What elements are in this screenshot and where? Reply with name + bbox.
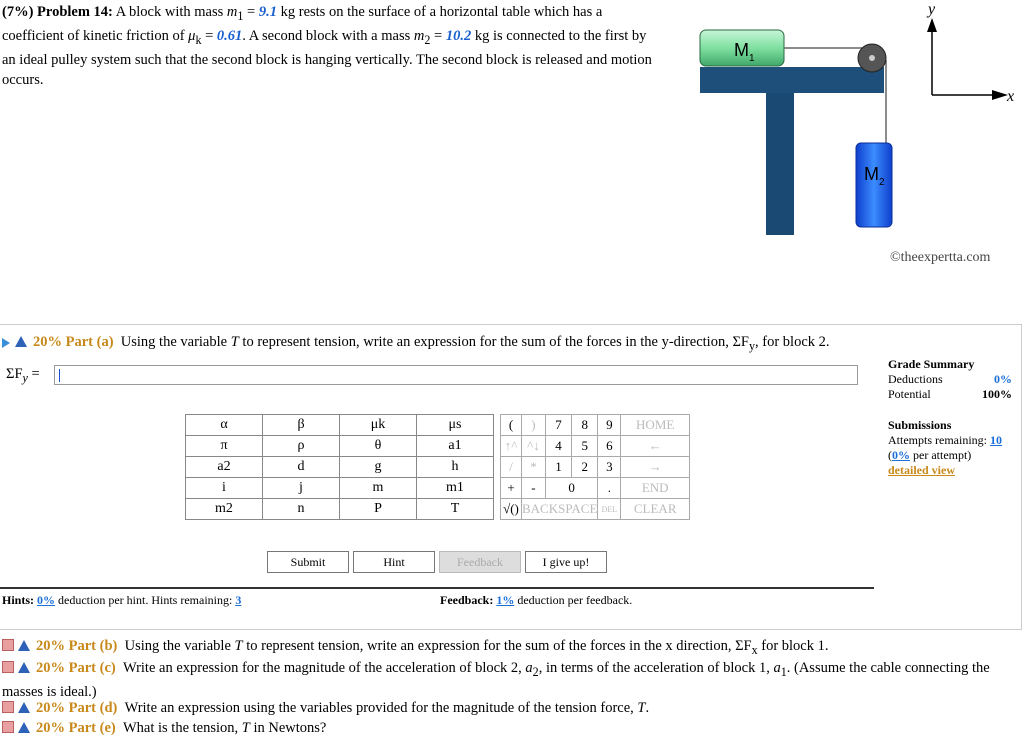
part-d-pct: 20% Part (d) [36,700,118,716]
locked-square-icon [2,701,14,713]
part-c-v1-sub: 2 [532,664,539,679]
part-c-pct: 20% Part (c) [36,660,116,676]
part-a-sub: y [748,338,756,353]
locked-square-icon [2,661,14,673]
problem-text-4: kg is connected to the first by an ideal pulley system such that the second block is hanging vertically. The second block is released and motion occurs. [2,27,652,88]
potential-value: 100% [982,387,1012,401]
part-b-row[interactable] [2,636,829,660]
key-3[interactable]: 3 [598,457,621,478]
equals-2: = [205,27,214,44]
feedback-text: deduction per feedback. [517,593,633,607]
warning-icon [18,662,30,673]
part-b-var: T [234,638,243,654]
key-i[interactable]: i [186,478,263,499]
key-end[interactable]: END [621,478,690,499]
feedback-info [440,593,632,608]
problem-statement [2,2,662,90]
key-a1[interactable]: a1 [417,436,494,457]
feedback-button[interactable]: Feedback [439,551,521,573]
attempts-value: 10 [989,433,1002,447]
answer-input[interactable] [54,365,858,385]
key-t[interactable]: T [417,499,494,520]
key-right-arrow[interactable]: → [621,457,690,478]
number-keypad [500,414,690,520]
hints-info [2,593,241,608]
warning-icon [18,722,30,733]
answer-label: $\Sigma F_y$ = [6,366,40,385]
feedback-pct: 1% [496,593,515,607]
warning-icon [18,640,30,651]
m2-symbol: m [413,27,425,44]
key-1[interactable]: 1 [545,457,571,478]
part-e-var: T [241,720,250,736]
problem-label: Problem 14: [37,4,113,20]
give-up-button[interactable]: I give up! [525,551,607,573]
key-j[interactable]: j [263,478,340,499]
key-9[interactable]: 9 [598,415,621,436]
deductions-label: Deductions [888,372,943,386]
key-alpha[interactable]: α [186,415,263,436]
variable-keypad [185,414,494,520]
part-b-text3: for block 1. [757,638,829,654]
warning-icon [18,702,30,713]
y-axis-label: y [928,1,936,18]
key-mu-k[interactable]: μk [340,415,417,436]
table-leg [766,93,794,235]
mu-symbol: μ [188,27,196,44]
key-backspace[interactable]: BACKSPACE [522,499,598,520]
block-m2 [856,143,892,227]
part-c-text: Write an expression for the magnitude of the acceleration of block 2, [122,660,522,676]
hints-pct: 0% [37,593,56,607]
part-a-header[interactable] [2,332,830,356]
equals-3: = [434,27,443,44]
key-rho[interactable]: ρ [263,436,340,457]
y-arrow-icon [927,18,937,32]
key-m1[interactable]: m1 [417,478,494,499]
part-b-text: Using the variable [124,638,231,654]
key-up-caret[interactable]: ↑^ [501,436,522,457]
part-d-text2: . [645,700,650,716]
m2-label: $M_2$ [864,164,885,188]
part-c-v1: a [525,660,533,676]
part-a-text3: , for block 2. [755,334,830,350]
key-a2[interactable]: a2 [186,457,263,478]
key-down-caret[interactable]: ^↓ [522,436,546,457]
copyright: ©theexpertta.com [890,250,991,265]
per-attempt-text: per attempt) [910,448,972,462]
per-attempt-open: ( [888,448,892,462]
problem-text-3: . A second block with a mass [242,27,411,44]
part-c-v2-sub: 1 [780,664,787,679]
table-top [700,67,884,93]
key-sqrt[interactable]: √() [501,499,522,520]
grade-summary [888,357,1012,402]
key-home[interactable]: HOME [621,415,690,436]
key-divide[interactable]: / [501,457,522,478]
expand-triangle-icon[interactable] [2,338,10,348]
key-p[interactable]: P [340,499,417,520]
key-plus[interactable]: + [501,478,522,499]
key-5[interactable]: 5 [572,436,598,457]
key-n[interactable]: n [263,499,340,520]
key-close-paren[interactable]: ) [522,415,546,436]
grade-summary-title: Grade Summary [888,357,975,371]
key-beta[interactable]: β [263,415,340,436]
problem-weight: (7%) [2,4,34,20]
locked-square-icon [2,639,14,651]
m1-label: $M_1$ [734,40,755,64]
key-decimal[interactable]: . [598,478,621,499]
mu-value: 0.61 [216,27,243,44]
key-m2[interactable]: m2 [186,499,263,520]
part-c-row[interactable] [2,658,1002,702]
key-d[interactable]: d [263,457,340,478]
deductions-value: 0% [994,372,1012,386]
key-h[interactable]: h [417,457,494,478]
key-m[interactable]: m [340,478,417,499]
part-b-sub: x [751,642,758,657]
key-open-paren[interactable]: ( [501,415,522,436]
detailed-view-link[interactable]: detailed view [888,463,955,477]
pulley-diagram [690,0,1024,240]
warning-icon [15,336,27,347]
locked-square-icon [2,721,14,733]
key-pi[interactable]: π [186,436,263,457]
part-e-text2: in Newtons? [253,720,327,736]
key-7[interactable]: 7 [545,415,571,436]
part-e-text: What is the tension, [122,720,239,736]
potential-label: Potential [888,387,931,401]
submissions-title: Submissions [888,418,952,432]
part-c-text2: , in terms of the acceleration of block 1, [538,660,770,676]
key-mu-s[interactable]: μs [417,415,494,436]
x-axis-label: x [1007,88,1015,105]
key-4[interactable]: 4 [545,436,571,457]
submissions-panel [888,418,1002,478]
m2-value: 10.2 [445,27,472,44]
per-attempt-pct: 0% [892,448,910,462]
part-e-pct: 20% Part (e) [36,720,116,736]
key-2[interactable]: 2 [572,457,598,478]
hints-text: deduction per hint. Hints remaining: [58,593,233,607]
m1-value: 9.1 [258,4,277,20]
text-cursor [59,369,60,382]
hints-remaining: 3 [235,593,242,607]
key-del[interactable]: DEL [598,499,621,520]
hint-button[interactable]: Hint [353,551,435,573]
problem-text-2: kg rests on the surface of a horizontal table which has a coefficient of kinetic friction of [2,4,603,44]
key-0[interactable]: 0 [545,478,597,499]
key-clear[interactable]: CLEAR [621,499,690,520]
x-arrow-icon [992,90,1008,100]
part-a-text: Using the variable [120,334,228,350]
submit-button[interactable]: Submit [267,551,349,573]
key-g[interactable]: g [340,457,417,478]
hints-label: Hints: [2,593,35,607]
part-c-text3: . (Assume the cable connecting the masses is ideal.) [2,660,990,700]
m2-sub: 2 [424,32,431,47]
part-b-text2: to represent tension, write an expression for the sum of the forces in the x direction, ΣF [246,638,752,654]
part-e-row[interactable] [2,718,326,738]
attempts-label: Attempts remaining: [888,433,987,447]
key-left-arrow[interactable]: ← [621,436,690,457]
problem-text-1: A block with mass [115,4,224,20]
part-d-row[interactable] [2,698,649,718]
key-6[interactable]: 6 [598,436,621,457]
feedback-label: Feedback: [440,593,494,607]
m1-symbol: m [226,4,238,20]
key-multiply[interactable]: * [522,457,546,478]
hints-bar [0,587,874,631]
equals-1: = [247,4,256,20]
part-a-var: T [230,334,239,350]
part-d-var: T [637,700,646,716]
part-a-text2: to represent tension, write an expression for the sum of the forces in the y-direction, ΣF [242,334,749,350]
mu-sub: k [195,32,202,47]
key-minus[interactable]: - [522,478,546,499]
pulley-axle [869,55,875,61]
m1-sub: 1 [237,8,244,23]
part-d-text: Write an expression using the variables provided for the magnitude of the tension force, [124,700,634,716]
part-b-pct: 20% Part (b) [36,638,118,654]
key-theta[interactable]: θ [340,436,417,457]
part-a-pct: 20% Part (a) [33,334,114,350]
key-8[interactable]: 8 [572,415,598,436]
part-c-v2: a [773,660,781,676]
